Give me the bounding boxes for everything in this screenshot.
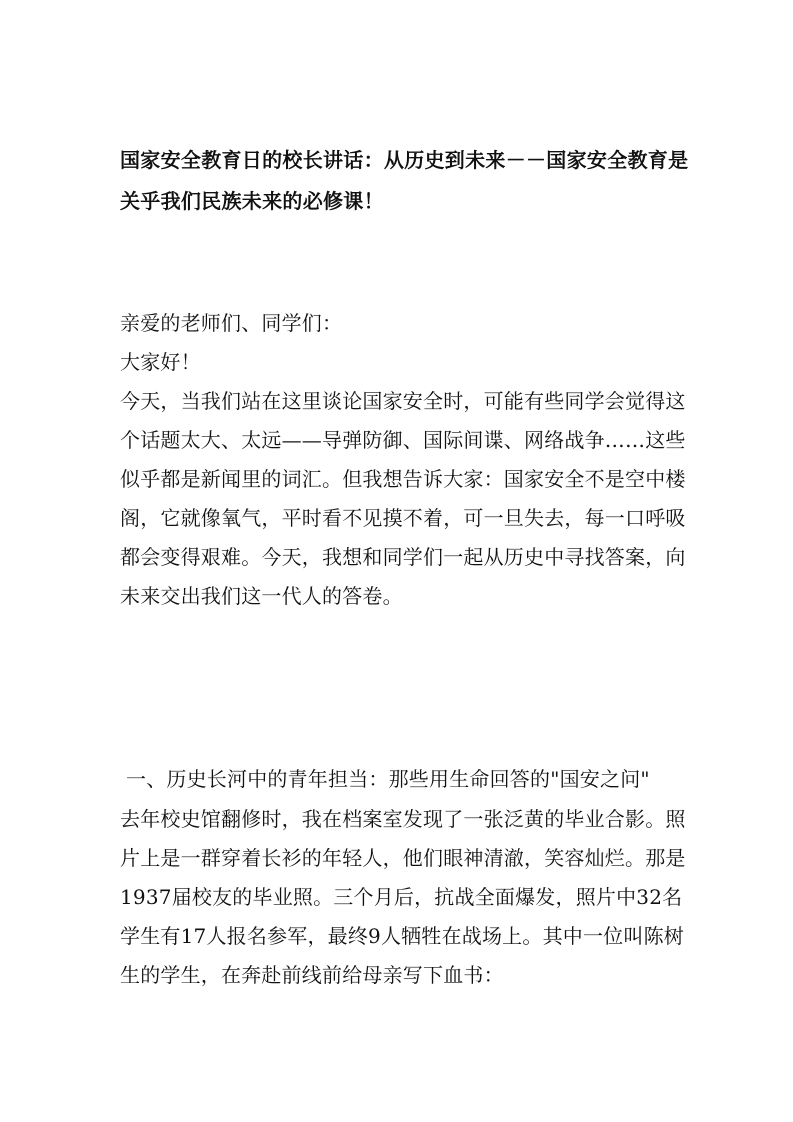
section-heading-1: 一、历史长河中的青年担当：那些用生命回答的"国安之问" <box>126 767 650 791</box>
greeting-line: 亲爱的老师们、同学们： <box>120 311 343 335</box>
intro-paragraph: 今天，当我们站在这里谈论国家安全时，可能有些同学会觉得这个话题太大、太远——导弹防御、国际间谍、网络战争……这些似乎都是新闻里的词汇。但我想告诉大家：国家安全不是空中楼阁，它就像氧气，平时看不见摸不着，可一旦失去，每一口呼吸都会变得艰难。今天，我想和同学们一起从历史中寻找答案，向未来交出我们这一代人的答卷。 <box>120 389 686 608</box>
document-title: 国家安全教育日的校长讲话：从历史到未来－－国家安全教育是关乎我们民族未来的必修课！ <box>120 148 689 213</box>
section-body-1: 去年校史馆翻修时，我在档案室发现了一张泛黄的毕业合影。照片上是一群穿着长衫的年轻人，他们眼神清澈，笑容灿烂。那是1937届校友的毕业照。三个月后，抗战全面爆发，照片中32名学生有17人报名参军，最终9人牺牲在战场上。其中一位叫陈树生的学生，在奔赴前线前给母亲写下血书： <box>120 807 686 987</box>
hello-line: 大家好！ <box>120 350 201 374</box>
